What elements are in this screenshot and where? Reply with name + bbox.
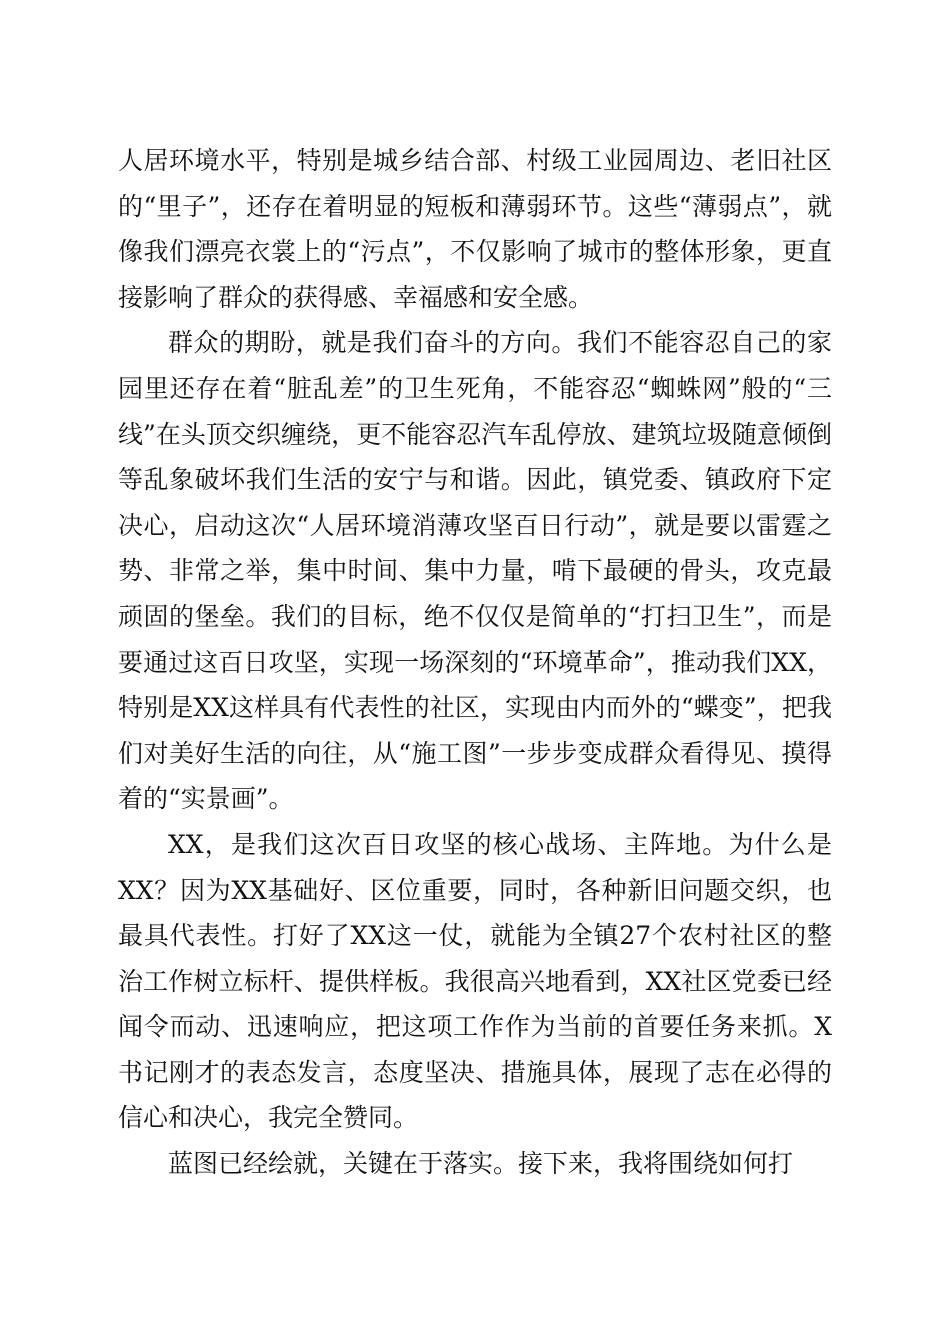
paragraph-4: 蓝图已经绘就，关键在于落实。接下来，我将围绕如何打: [168, 1149, 794, 1179]
paragraph-2: 群众的期盼，就是我们奋斗的方向。我们不能容忍自己的家园里还存在着“脏乱差”的卫生死角，不能容忍“蜘蛛网”般的“三线”在头顶交织缠绕，更不能容忍汽车乱停放、建筑垃圾随意倾倒等乱象破坏我们生活的安宁与和谐。因此，镇党委、镇政府下定决心，启动这次“人居环境消薄攻坚百日行动”，就是要以雷霆之势、非常之举，集中时间、集中力量，啃下最硬的骨头，攻克最顽固的堡垒。我们的目标，绝不仅仅是简单的“打扫卫生”，而是要通过这百日攻坚，实现一场深刻的“环境革命”，推动我们XX，特别是XX这样具有代表性的社区，实现由内而外的“蝶变”，把我们对美好生活的向往，从“施工图”一步步变成群众看得见、摸得着的“实景画”。: [118, 328, 832, 814]
paragraph-3: XX，是我们这次百日攻坚的核心战场、主阵地。为什么是XX？因为XX基础好、区位重要，同时，各种新旧问题交织，也最具代表性。打好了XX这一仗，就能为全镇27个农村社区的整治工作树立标杆、提供样板。我很高兴地看到，XX社区党委已经闻令而动、迅速响应，把这项工作作为当前的首要任务来抓。X书记刚才的表态发言，态度坚决、措施具体，展现了志在必得的信心和决心，我完全赞同。: [118, 829, 832, 1133]
paragraph-1: 人居环境水平，特别是城乡结合部、村级工业园周边、老旧社区的“里子”，还存在着明显的短板和薄弱环节。这些“薄弱点”，就像我们漂亮衣裳上的“污点”，不仅影响了城市的整体形象，更直接影响了群众的获得感、幸福感和安全感。: [118, 146, 832, 312]
document-body: [118, 138, 832, 1187]
